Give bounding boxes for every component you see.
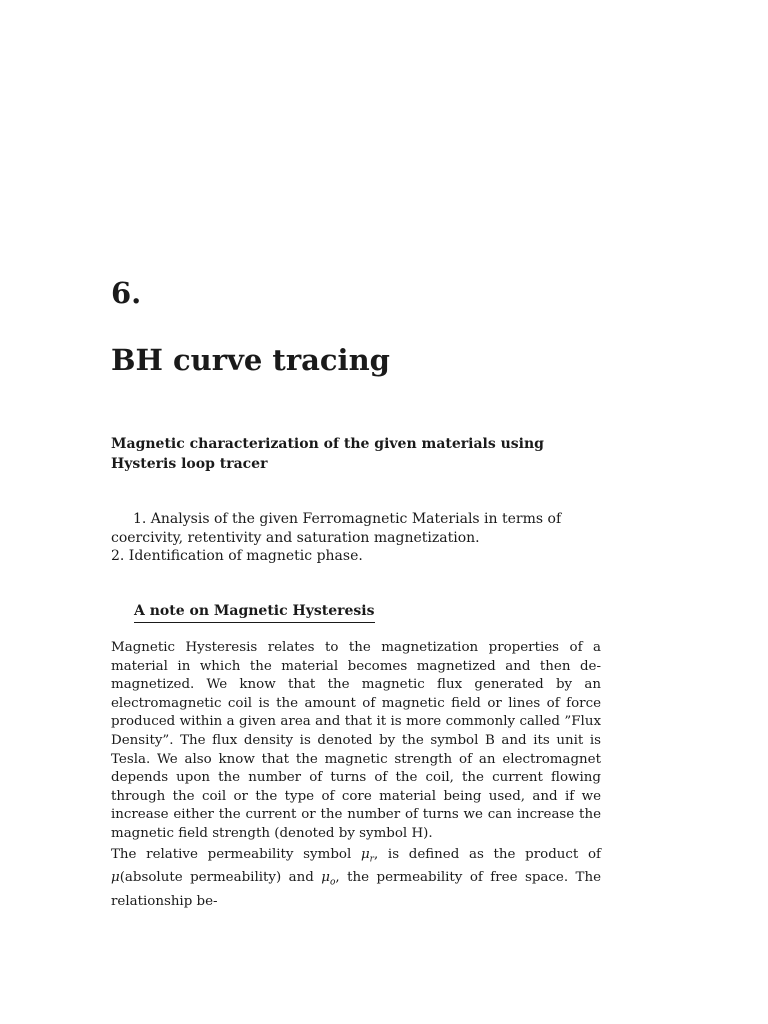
body-paragraph [111, 846, 601, 911]
symbol-base: μ [321, 870, 330, 886]
aim-item: 1. Analysis of the given Ferromagnetic Materials in terms of coercivity, retentivity and saturation magnetization. [111, 511, 562, 546]
experiment-objective: Magnetic characterization of the given materials using Hysteris loop tracer [111, 436, 544, 472]
chapter-title: BH curve tracing [111, 343, 390, 377]
symbol-subscript: o [329, 877, 336, 888]
symbol-base: μ [360, 847, 370, 862]
aims-list [111, 510, 601, 566]
text-run: (absolute permeability) and [119, 870, 322, 886]
mu-symbol: μ [111, 870, 120, 886]
mu-r-symbol [360, 847, 374, 865]
aim-item: 2. Identification of magnetic phase. [111, 548, 363, 564]
section-heading: A note on Magnetic Hysteresis [134, 601, 375, 623]
symbol-subscript: r [369, 854, 374, 865]
chapter-number: 6. [111, 276, 142, 310]
text-run: The relative permeability symbol [111, 847, 361, 862]
mu-o-symbol [321, 870, 336, 888]
body-paragraph: Magnetic Hysteresis relates to the magnetization properties of a material in which the material becomes magnetized and then de-magnetized. We know that the magnetic flux generated by an electromagnetic coil is the amount of magnetic field or lines of force produced within a given area and that it is more commonly called ”Flux Density”. The flux density is denoted by the symbol B and its unit is Tesla. We also know that the magnetic strength of an electromagnet depends upon the number of turns of the coil, the current flowing through the coil or the type of core material being used, and if we increase either the current or the number of turns we can increase the magnetic field strength (denoted by symbol H). [111, 640, 601, 841]
document-page [111, 0, 601, 1024]
text-run: , is defined as the product of [373, 847, 602, 862]
text-run: , the permeability of free space. The relationship be- [111, 870, 602, 909]
